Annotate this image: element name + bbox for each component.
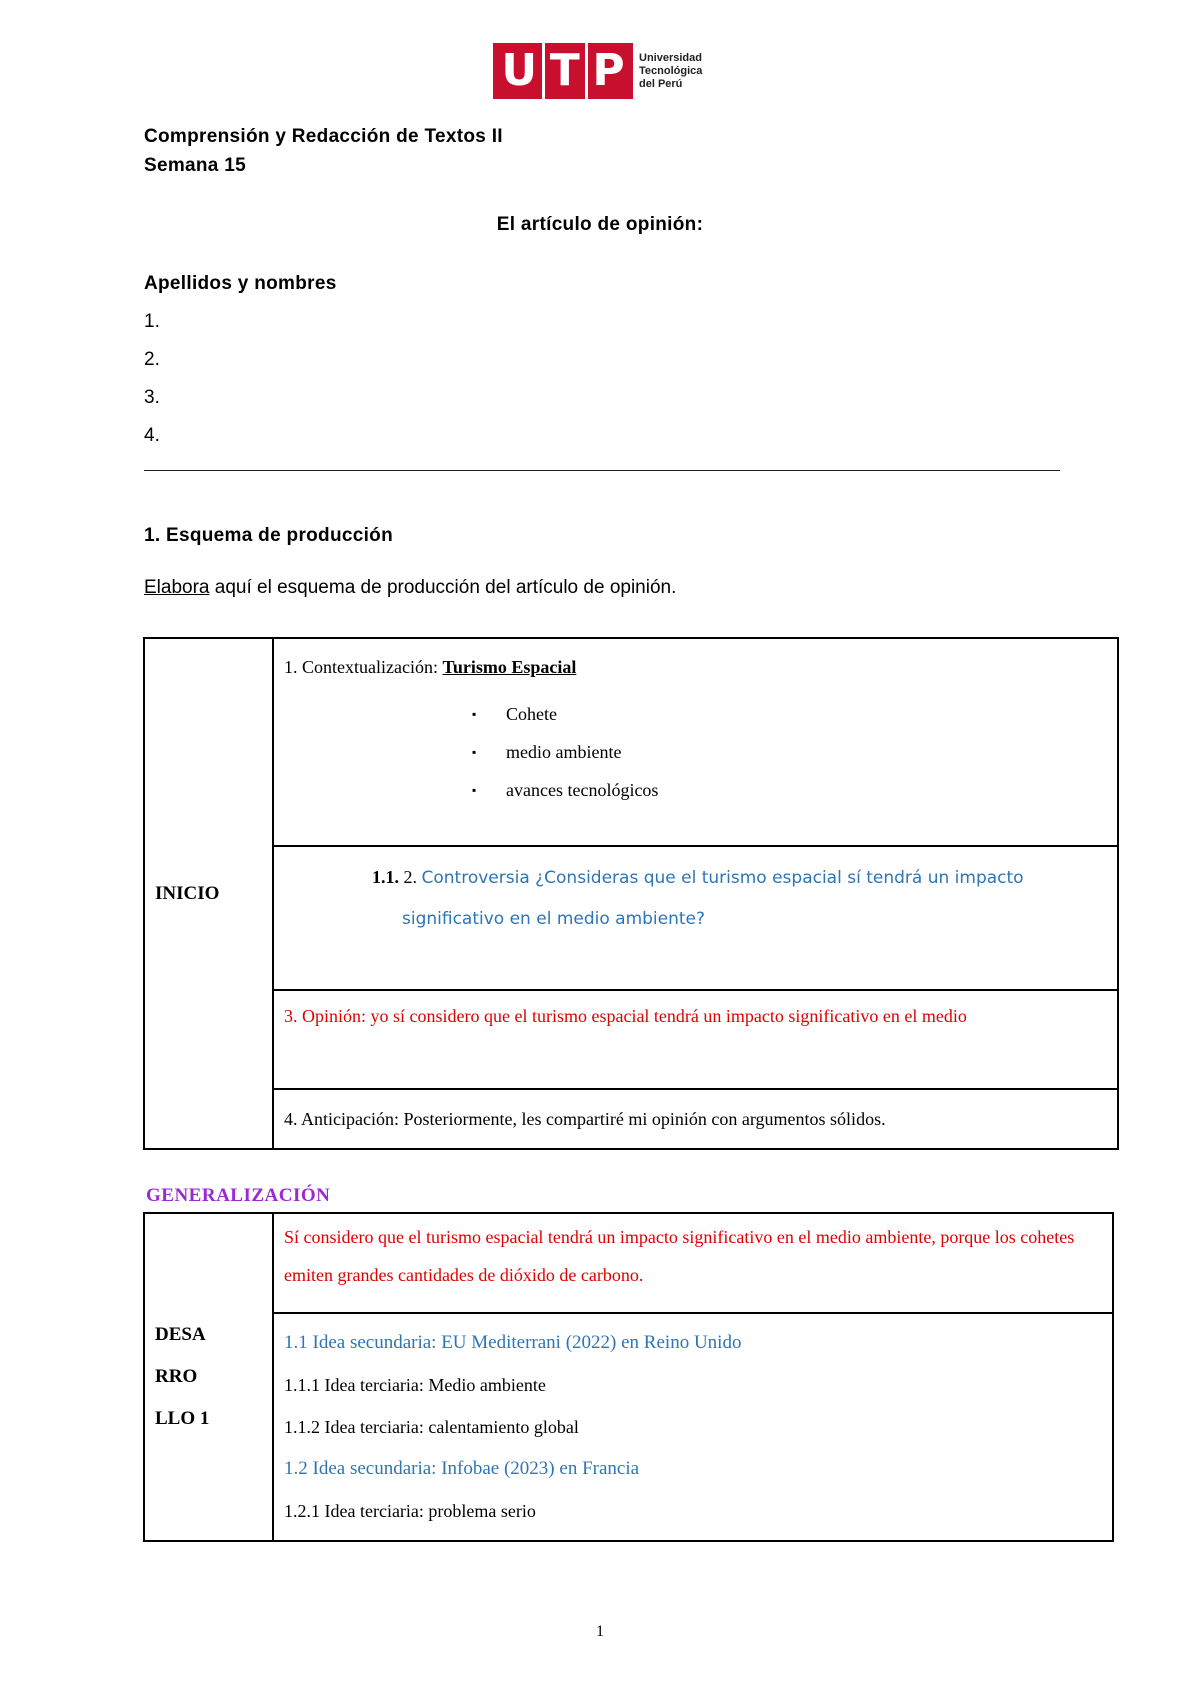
bullet-item: ▪ avances tecnológicos	[506, 771, 1107, 809]
bullet-item: ▪ medio ambiente	[506, 733, 1107, 771]
topic-bullet-list	[284, 695, 1107, 809]
idea-line: 1.2 Idea secundaria: Infobae (2023) en Francia	[284, 1458, 640, 1479]
logo-text: Universidad Tecnológica del Perú	[639, 51, 703, 90]
name-slot-3: 3.	[144, 387, 160, 408]
instruction-link[interactable]: Elabora	[144, 577, 210, 598]
idea-line: 1.2.1 Idea terciaria: problema serio	[284, 1501, 536, 1521]
idea-line: 1.1.2 Idea terciaria: calentamiento global	[284, 1417, 579, 1437]
desarrollo-label: DESA RRO LLO 1	[144, 1213, 273, 1541]
section-heading: 1. Esquema de producción	[144, 525, 393, 546]
contextualizacion-cell	[273, 638, 1118, 846]
inicio-label: INICIO	[144, 638, 273, 1149]
anticipacion-cell: 4. Anticipación: Posteriormente, les compartiré mi opinión con argumentos sólidos.	[273, 1089, 1118, 1149]
contextualizacion-topic: Turismo Espacial	[442, 657, 577, 677]
names-label: Apellidos y nombres	[144, 273, 337, 294]
logo-letter-p: P	[592, 45, 625, 96]
idea-line: 1.1.1 Idea terciaria: Medio ambiente	[284, 1375, 546, 1395]
controversia-cell: 1.1. 2. Controversia ¿Consideras que el turismo espacial sí tendrá un impacto significativo en el medio ambiente?	[273, 846, 1118, 990]
controversia-number: 1.1.	[372, 867, 399, 887]
ideas-cell	[273, 1313, 1113, 1541]
desarrollo-table	[143, 1212, 1114, 1542]
name-slot-4: 4.	[144, 425, 160, 446]
course-title: Comprensión y Redacción de Textos II	[144, 126, 503, 147]
contextualizacion-label: 1. Contextualización:	[284, 657, 443, 677]
idea-line: 1.1 Idea secundaria: EU Mediterrani (2022) en Reino Unido	[284, 1332, 742, 1353]
instruction: Elabora aquí el esquema de producción del artículo de opinión.	[144, 577, 677, 598]
thesis-cell: Sí considero que el turismo espacial tendrá un impacto significativo en el medio ambiente, porque los cohetes emiten grandes cantidades de dióxido de carbono.	[273, 1213, 1113, 1313]
week-label: Semana 15	[144, 155, 246, 176]
name-slot-2: 2.	[144, 349, 160, 370]
logo-letter-t: T	[549, 45, 580, 96]
logo-mark	[493, 43, 633, 99]
inicio-table	[143, 637, 1119, 1150]
page-number: 1	[596, 1623, 604, 1640]
generalizacion-heading: GENERALIZACIÓN	[146, 1185, 331, 1206]
logo-letter-u: U	[501, 45, 538, 96]
page-title: El artículo de opinión:	[496, 214, 704, 235]
opinion-cell: 3. Opinión: yo sí considero que el turismo espacial tendrá un impacto significativo en el medio	[273, 990, 1118, 1089]
controversia-text: Controversia ¿Consideras que el turismo espacial sí tendrá un impacto significativo en el medio ambiente?	[402, 868, 1024, 929]
bullet-item: ▪ Cohete	[506, 695, 1107, 733]
name-slot-1: 1.	[144, 311, 160, 332]
divider-line	[144, 470, 1060, 471]
utp-logo	[493, 42, 702, 100]
